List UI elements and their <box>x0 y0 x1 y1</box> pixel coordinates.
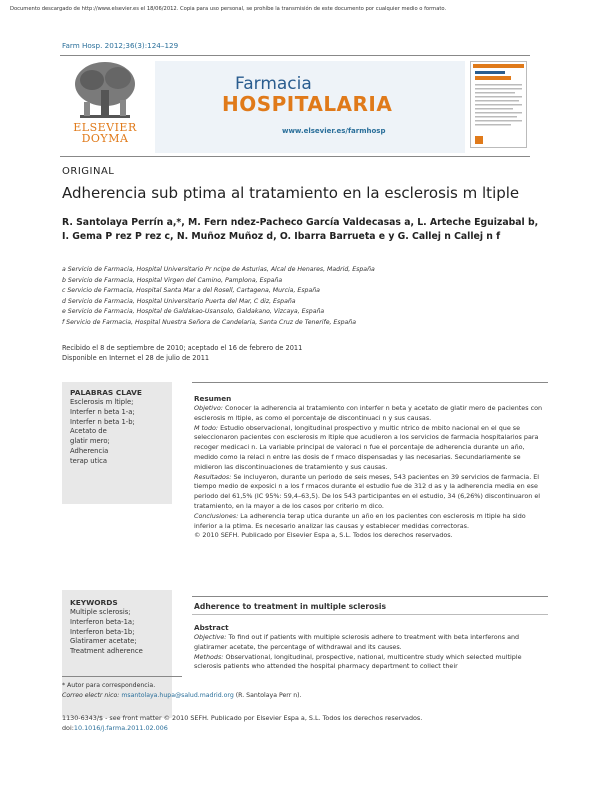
keyword-en: Glatiramer acetate; <box>70 637 137 646</box>
objetivo-label: Objetivo: <box>194 404 223 412</box>
affiliations <box>62 265 552 328</box>
journal-name-line2: HOSPITALARIA <box>222 92 393 116</box>
article-title: Adherencia sub ptima al tratamiento en la esclerosis m ltiple <box>62 184 520 202</box>
email-line <box>62 691 442 701</box>
affiliation-e: e Servicio de Farmacia, Hospital de Galdakao-Usansolo, Galdakano, Vizcaya, España <box>62 308 325 315</box>
publisher-line1: ELSEVIER <box>73 121 137 134</box>
copyright-footer <box>62 713 422 733</box>
keyword-es: Esclerosis m ltiple; <box>70 398 134 406</box>
doi-line <box>62 723 422 733</box>
footnotes <box>62 681 442 701</box>
copyright-text: © 2010 SEFH. Publicado por Elsevier Espa a, S.L. Todos los derechos reservados. <box>194 531 453 540</box>
resumen-heading: Resumen <box>194 394 232 403</box>
keyword-es: Acetato de <box>70 427 107 436</box>
publisher-logo <box>62 122 148 144</box>
keywords-en-title: KEYWORDS <box>70 598 118 607</box>
online-date: Disponible en Internet el 28 de julio de 2011 <box>62 354 210 362</box>
keyword-en: Treatment adherence <box>70 647 143 656</box>
elsevier-tree-icon <box>70 60 140 122</box>
keywords-en-list <box>70 608 170 657</box>
publisher-line2: DOYMA <box>81 132 129 145</box>
abstract-heading: Abstract <box>194 623 229 632</box>
journal-cover-thumbnail <box>470 61 527 148</box>
resumen-body <box>194 404 550 541</box>
metodo-label: M todo: <box>194 423 219 432</box>
resultados-label: Resultados: <box>194 472 232 481</box>
objetivo-text: Conocer la adherencia al tratamiento con interfer n beta y acetato de glatir mero de pacientes con esclerosis m ltiple, as como el porcentaje de discontinuaci n y sus causas. <box>194 404 543 422</box>
resultados-text: Se incluyeron, durante un periodo de seis meses, 543 pacientes en 39 servicios de farmacia. El tiempo medio de exposici n a los f rmacos durante el estudio fue de 312 d as y la adherencia media en ese periodo del 61,5% (IC 95%: 59,4–63,5). De los 543 participantes en el estudio, 34 (6,26%) discontinuaron el tratamiento, en la mayor a de los casos por criterio m dico. <box>194 472 541 510</box>
affiliation-f: f Servicio de Farmacia, Hospital Nuestra Señora de Candelaria, Santa Cruz de Tenerife, España <box>62 318 356 326</box>
journal-name-line1: Farmacia <box>235 74 312 94</box>
objective-label: Objective: <box>194 633 227 641</box>
abstract-divider <box>192 382 548 383</box>
metodo-text: Estudio observacional, longitudinal prospectivo y multic ntrico de mbito nacional en el que se seleccionaron pacientes con esclerosis m ltiple que acudieron a los servicios de farmacia hospitalarios para recoger medicaci n. La variable principal de valoraci n fue el porcentaje de adherencia durante un año, medido como la relaci n entre las dosis de f rmaco dispensadas y las necesarias. Secundariamente se midieron las discontinuaciones de tratamiento y sus causas. <box>194 423 539 471</box>
email-owner: (R. Santolaya Perr n). <box>235 692 302 699</box>
affiliation-b: b Servicio de Farmacia, Hospital Virgen del Camino, Pamplona, España <box>62 276 283 284</box>
affiliation-a: a Servicio de Farmacia, Hospital Universitario Pr ncipe de Asturias, Alcal de Henares, Madrid, España <box>62 266 375 273</box>
author-list <box>62 216 552 244</box>
journal-url-link[interactable]: www.elsevier.es/farmhosp <box>282 127 386 135</box>
keyword-es: glatir mero; <box>70 437 110 446</box>
article-dates <box>62 343 302 363</box>
conclusiones-label: Conclusiones: <box>194 511 239 520</box>
conclusiones-text: La adherencia terap utica durante un año en los pacientes con esclerosis m ltiple ha sido inferior a la ptima. Es necesario analizar las causas y establecer medidas correctoras. <box>194 511 526 530</box>
keyword-es: Interfer n beta 1-b; <box>70 417 135 426</box>
footnote-divider <box>62 676 182 677</box>
journal-citation[interactable]: Farm Hosp. 2012;36(3):124–129 <box>62 41 179 50</box>
affiliation-c: c Servicio de Farmacia, Hospital Santa Mar a del Rosell, Cartagena, Murcia, España <box>62 287 320 294</box>
english-title-divider <box>192 614 548 615</box>
keyword-es: Interfer n beta 1-a; <box>70 407 135 416</box>
doi-label: doi: <box>62 724 74 732</box>
methods-label: Methods: <box>194 652 224 661</box>
section-label: ORIGINAL <box>62 166 115 177</box>
keyword-es: Adherencia <box>70 446 109 455</box>
keyword-en: Multiple sclerosis; <box>70 608 131 616</box>
issn-line: 1130-6343/$ - see front matter © 2010 SEFH. Publicado por Elsevier Espa a, S.L. Todos los derechos reservados. <box>62 714 423 722</box>
authors-line-1: R. Santolaya Perrín a,*, M. Fern ndez-Pacheco García Valdecasas a, L. Arteche Eguizabal b, <box>62 217 539 228</box>
english-abstract-divider <box>192 596 548 597</box>
email-link[interactable]: msantolaya.hupa@salud.madrid.org <box>121 692 234 699</box>
doi-link[interactable]: 10.1016/j.farma.2011.02.006 <box>73 724 168 732</box>
download-note: Documento descargado de http://www.elsevier.es el 18/06/2012. Copia para uso personal, se prohíbe la transmisión de este documento por cualquier medio o formato. <box>10 6 447 12</box>
abstract-body <box>194 633 550 672</box>
keywords-es-title: PALABRAS CLAVE <box>70 388 142 397</box>
objective-text: To find out if patients with multiple sclerosis adhere to treatment with beta interferons and glatiramer acetate, the percentage of withdrawal and its causes. <box>194 633 520 651</box>
affiliation-d: d Servicio de Farmacia, Hospital Universitario Puerta del Mar, C diz, España <box>62 297 296 305</box>
correspondence-note: * Autor para correspondencia. <box>62 682 156 689</box>
keywords-es-list <box>70 398 170 467</box>
keyword-en: Interferon beta-1b; <box>70 627 135 636</box>
keyword-es: terap utica <box>70 456 108 465</box>
english-title: Adherence to treatment in multiple sclerosis <box>194 602 386 611</box>
email-label: Correo electr nico: <box>62 692 120 699</box>
received-date: Recibido el 8 de septiembre de 2010; aceptado el 16 de febrero de 2011 <box>62 344 303 352</box>
methods-text: Observational, longitudinal, prospective, national, multicentre study which selected multiple sclerosis patients who attended the hospital pharmacy department to collect their <box>194 652 522 671</box>
keyword-en: Interferon beta-1a; <box>70 617 135 626</box>
authors-line-2: I. Gema P rez P rez c, N. Muñoz Muñoz d, O. Ibarra Barrueta e y G. Callej n Callej n f <box>62 231 501 242</box>
